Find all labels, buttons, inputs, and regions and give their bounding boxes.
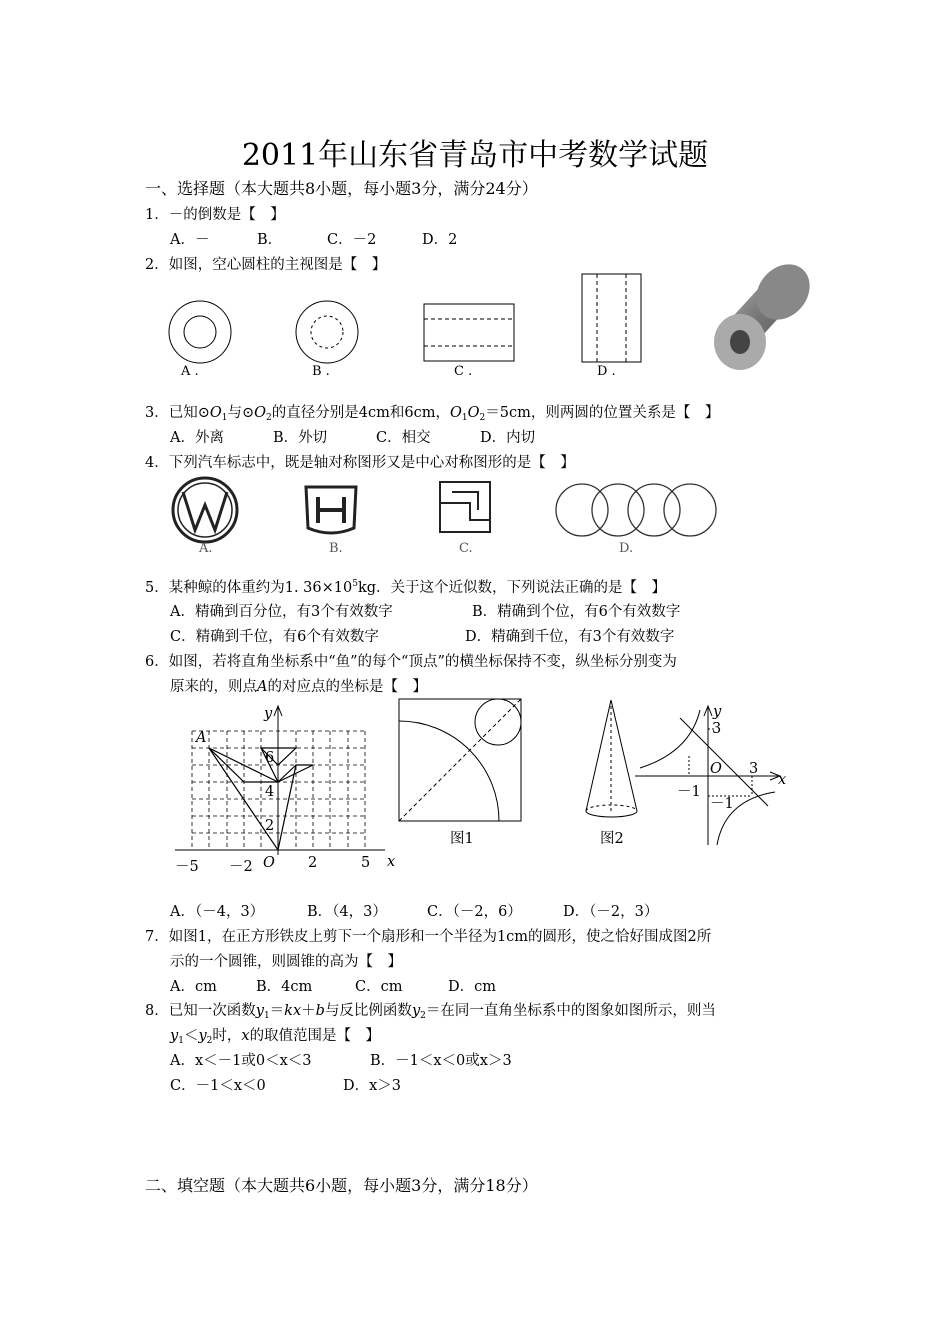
q8-option-c: C．－1＜x＜0 <box>170 1078 266 1094</box>
page-title: 2011年山东省青岛市中考数学试题 <box>241 138 709 173</box>
q1-option-d: D．2 <box>422 232 458 248</box>
question-6-line2: 原来的，则点A的对应点的坐标是【 】 <box>170 679 427 695</box>
section-1-heading: 一、选择题（本大题共8小题，每小题3分，满分24分） <box>145 179 538 198</box>
fish-x-tick: 5 <box>361 855 371 871</box>
q4-label-a: A. <box>199 541 213 556</box>
q2-label-d: D . <box>597 364 616 379</box>
fish-origin-label: O <box>263 855 275 871</box>
fish-y-axis-label: y <box>264 706 273 722</box>
question-5-stem: 5．某种鲸的体重约为1. $36\times 10^5kg$．关于这个近似数，下列说法正确的是【 】 <box>145 579 667 596</box>
q2-label-b: B . <box>312 364 330 379</box>
fish-y-tick: 2 <box>265 818 275 834</box>
q7-option-b: B．4cm <box>256 979 313 995</box>
q6-option-a: A．（－4，3） <box>170 904 265 920</box>
q5-option-d: D．精确到千位，有3个有效数字 <box>465 629 675 645</box>
q7-option-d: D．cm <box>448 979 496 995</box>
graph-x-axis-label: x <box>778 772 787 788</box>
q7-option-a: A．cm <box>170 979 217 995</box>
question-7-line2: 示的一个圆锥，则圆锥的高为【 】 <box>170 954 402 970</box>
q1-option-c: C．－2 <box>327 232 377 248</box>
figure-1-caption: 图1 <box>450 831 474 847</box>
graph-origin-label: O <box>710 761 722 777</box>
fish-y-tick: 4 <box>265 784 275 800</box>
question-8-line2: $y_1<y_2$时，x的取值范围是【 】 <box>170 1028 381 1046</box>
fish-x-tick: 2 <box>308 855 318 871</box>
fish-x-axis-label: x <box>387 854 396 870</box>
graph-label: 3 <box>712 721 722 737</box>
section-2-heading: 二、填空题（本大题共6小题，每小题3分，满分18分） <box>145 1176 538 1195</box>
q5-option-a: A．精确到百分位，有3个有效数字 <box>170 604 393 620</box>
question-2-stem: 2．如图，空心圆柱的主视图是【 】 <box>145 257 387 273</box>
q4-label-c: C. <box>459 541 473 556</box>
q4-label-d: D. <box>619 541 634 556</box>
question-7-line1: 7．如图1，在正方形铁皮上剪下一个扇形和一个半径为1cm的圆形，使之恰好围成图2所 <box>145 929 712 945</box>
q6-option-c: C．（－2，6） <box>427 904 522 920</box>
q2-label-a: A . <box>181 364 199 379</box>
q7-option-c: C．cm <box>355 979 403 995</box>
q4-label-b: B. <box>329 541 343 556</box>
graph-y-axis-label: y <box>713 704 722 720</box>
q5-option-b: B．精确到个位，有6个有效数字 <box>472 604 681 620</box>
graph-label: －1 <box>710 796 734 812</box>
q2-label-c: C . <box>454 364 473 379</box>
question-8-line1: 8．已知一次函数$y_1=kx+b$与反比例函数$y_2=$在同一直角坐标系中的图象如图所示，则当 <box>145 1003 716 1021</box>
figure-2-caption: 图2 <box>600 831 624 847</box>
fish-x-tick: －5 <box>175 859 199 875</box>
q3-option-b: B．外切 <box>273 430 328 446</box>
graph-label: 3 <box>749 761 759 777</box>
q5-option-c: C．精确到千位，有6个有效数字 <box>170 629 379 645</box>
q3-option-c: C．相交 <box>376 430 431 446</box>
q8-option-a: A．x＜－1或0＜x＜3 <box>170 1053 312 1069</box>
q6-option-b: B．（4，3） <box>307 904 387 920</box>
q1-option-b: B． <box>257 232 283 248</box>
q8-option-d: D．x＞3 <box>343 1078 402 1094</box>
fish-y-tick: 6 <box>265 750 275 766</box>
question-6-line1: 6．如图，若将直角坐标系中“鱼”的每个“顶点”的横坐标保持不变，纵坐标分别变为 <box>145 654 677 670</box>
q3-option-d: D．内切 <box>480 430 536 446</box>
graph-label: －1 <box>677 784 701 800</box>
fish-point-a-label: A <box>196 730 207 746</box>
q8-option-b: B．－1＜x＜0或x＞3 <box>370 1053 512 1069</box>
fish-x-tick: －2 <box>229 859 253 875</box>
question-3-stem: 3．已知$⊙O_1$与$⊙O_2$的直径分别是4cm和6cm，$O_1O_2=5cm$，则两圆的位置关系是【 】 <box>145 405 720 423</box>
q6-option-d: D．（－2，3） <box>563 904 659 920</box>
question-1-stem: 1．－的倒数是【 】 <box>145 207 285 223</box>
q3-option-a: A．外离 <box>170 430 224 446</box>
question-4-stem: 4．下列汽车标志中，既是轴对称图形又是中心对称图形的是【 】 <box>145 455 575 471</box>
q1-option-a: A．－ <box>170 232 210 248</box>
